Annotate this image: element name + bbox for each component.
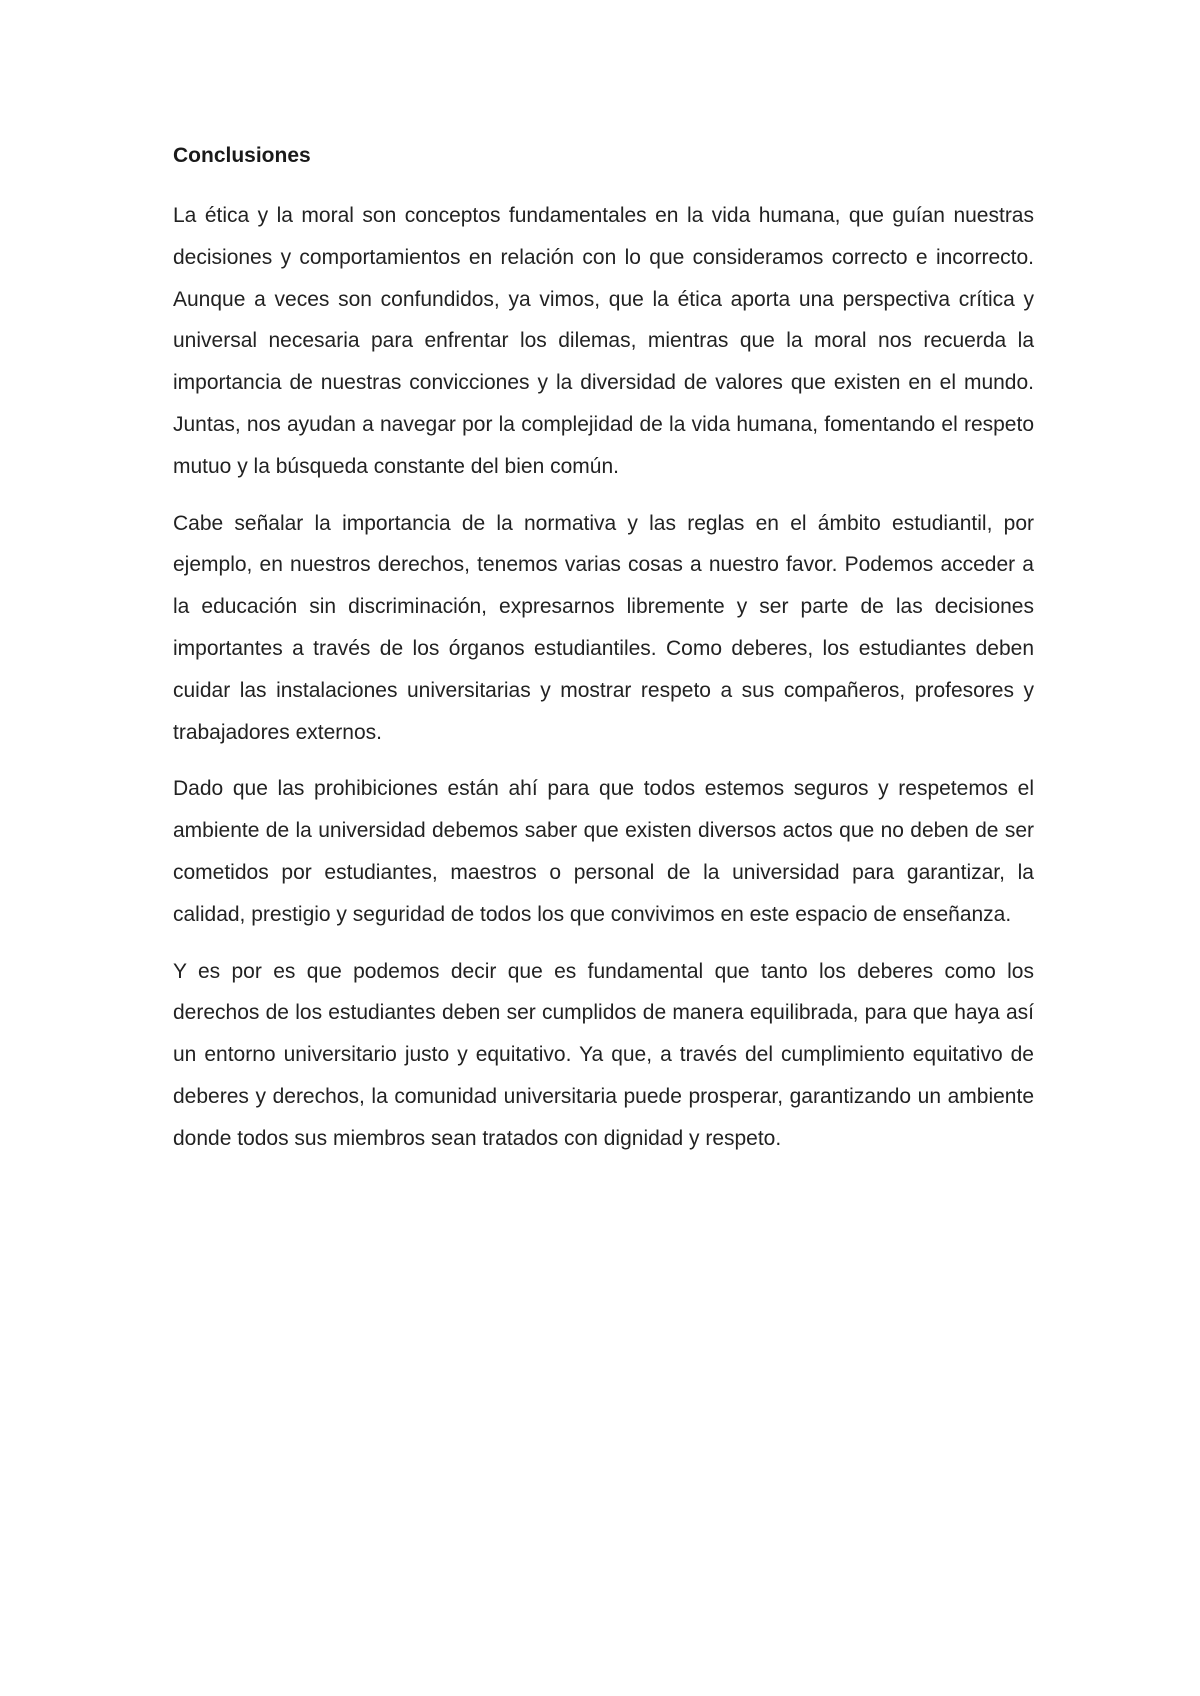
paragraph-4: Y es por es que podemos decir que es fundamental que tanto los deberes como los derechos de los estudiantes deben ser cumplidos de manera equilibrada, para que haya así un entorno universitario justo y equitativo. Ya que, a través del cumplimiento equitativo de deberes y derechos, la comunidad universitaria puede prosperar, garantizando un ambiente donde todos sus miembros sean tratados con dignidad y respeto. bbox=[173, 959, 1034, 1150]
section-heading: Conclusiones bbox=[173, 144, 311, 167]
paragraph-1: La ética y la moral son conceptos fundamentales en la vida humana, que guían nuestras decisiones y comportamientos en relación con lo que consideramos correcto e incorrecto. Aunque a veces son confundidos, ya vimos, que la ética aporta una perspectiva crítica y universal necesaria para enfrentar los dilemas, mientras que la moral nos recuerda la importancia de nuestras convicciones y la diversidad de valores que existen en el mundo. Juntas, nos ayudan a navegar por la complejidad de la vida humana, fomentando el respeto mutuo y la búsqueda constante del bien común. bbox=[173, 204, 1034, 478]
document-body bbox=[173, 141, 1034, 1175]
paragraph-3: Dado que las prohibiciones están ahí para que todos estemos seguros y respetemos el ambiente de la universidad debemos saber que existen diversos actos que no deben de ser cometidos por estudiantes, maestros o personal de la universidad para garantizar, la calidad, prestigio y seguridad de todos los que convivimos en este espacio de enseñanza. bbox=[173, 777, 1034, 926]
paragraph-2: Cabe señalar la importancia de la normativa y las reglas en el ámbito estudiantil, por ejemplo, en nuestros derechos, tenemos varias cosas a nuestro favor. Podemos acceder a la educación sin discriminación, expresarnos libremente y ser parte de las decisiones importantes a través de los órganos estudiantiles. Como deberes, los estudiantes deben cuidar las instalaciones universitarias y mostrar respeto a sus compañeros, profesores y trabajadores externos. bbox=[173, 511, 1034, 744]
